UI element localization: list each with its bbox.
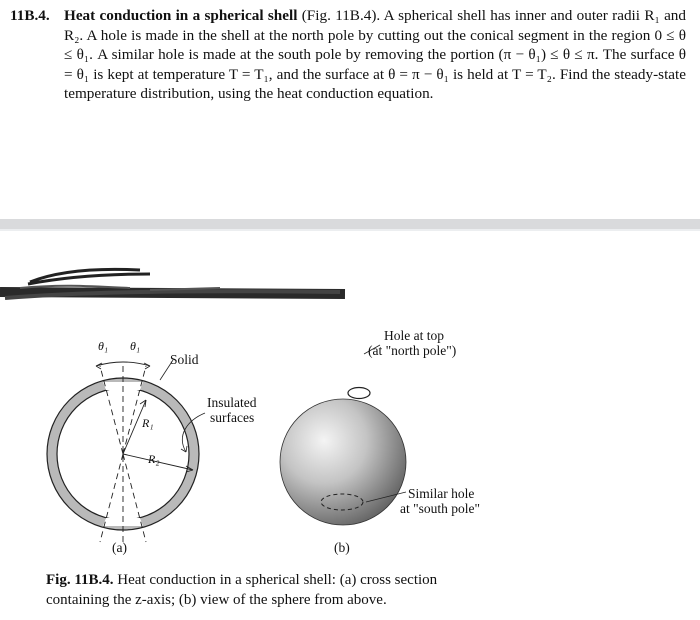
- problem-title: Heat conduction in a spherical shell: [64, 7, 298, 24]
- similar-hole-label-line1: Similar hole: [408, 486, 475, 501]
- problem-text: (Fig. 11B.4). A spherical shell has inner and outer radii R₁ and R₂. A hole is made in the shell at the north pole by cutting out the conical segment in the region 0 ≤ θ ≤ θ₁. A similar hole is made at the south pole by removing the portion (π − θ₁) ≤ θ ≤ π. The surface θ = θ₁ is kept at temperature T = T₁, and the surface at θ = π − θ₁ is held at T = T₂. Find the steady-state temperature distribution, using the heat conduction equation.: [64, 7, 686, 103]
- solid-label: Solid: [170, 352, 199, 367]
- sphere: [280, 399, 406, 525]
- problem-body: [64, 6, 686, 104]
- r2-label: R₂: [148, 452, 160, 466]
- panel-a-label: (a): [112, 540, 127, 555]
- cross-section: [47, 360, 205, 546]
- redaction-scribble: [0, 262, 360, 302]
- similar-hole-label-line2: at "south pole": [400, 501, 481, 516]
- caption-label: Fig. 11B.4.: [46, 572, 114, 588]
- panel-b-label: (b): [334, 540, 350, 555]
- r1-label: R₁: [142, 416, 154, 430]
- insulated-label-line1: Insulated: [207, 395, 257, 410]
- hole-top-label-line2: (at "north pole"): [368, 343, 457, 358]
- caption-text: Heat conduction in a spherical shell: (a) cross section containing the z-axis; (b) view of the sphere from above.: [46, 572, 438, 608]
- sphere-view: [280, 345, 406, 525]
- theta-right-label: θ₁: [130, 339, 141, 353]
- figure-11b4: [0, 300, 700, 570]
- insulated-label-line2: surfaces: [210, 410, 255, 425]
- page-divider: [0, 219, 700, 229]
- problem-statement: [10, 6, 686, 104]
- theta-left-label: θ₁: [98, 339, 109, 353]
- north-hole: [348, 388, 370, 399]
- figure-caption: [46, 570, 486, 610]
- page-divider-edge: [0, 229, 700, 231]
- problem-number: 11B.4.: [10, 7, 50, 24]
- hole-top-label-line1: Hole at top: [384, 328, 444, 343]
